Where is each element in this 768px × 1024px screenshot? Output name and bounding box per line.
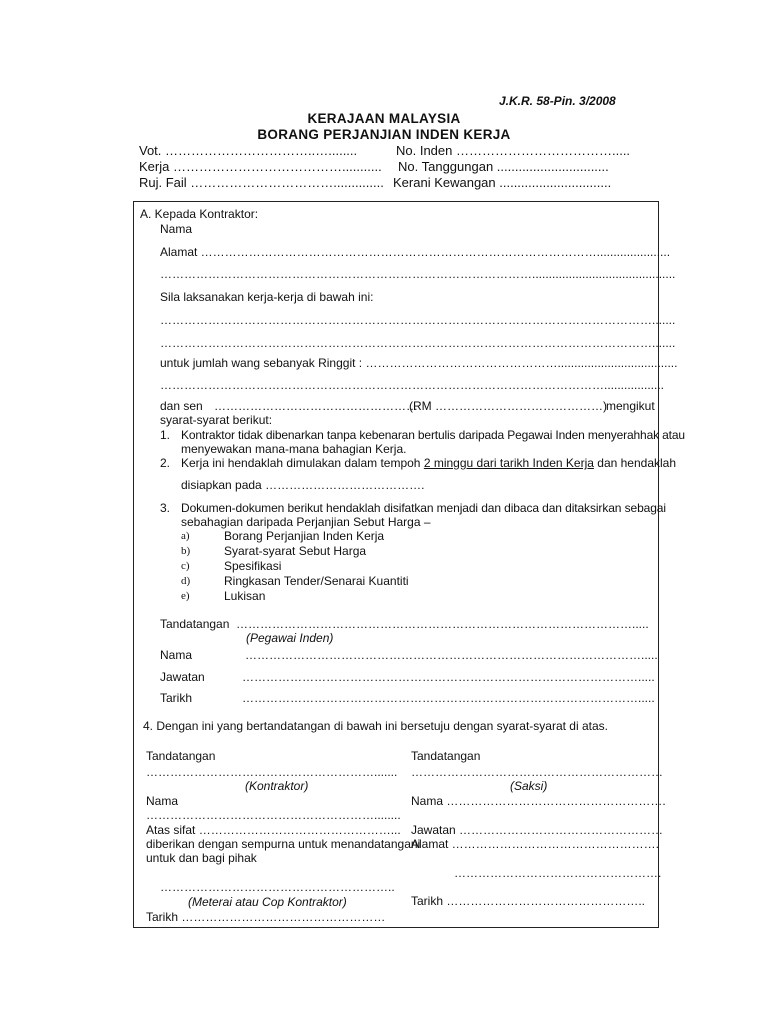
- contractor-signature-label: Tandatangan: [146, 749, 216, 763]
- form-reference: J.K.R. 58-Pin. 3/2008: [499, 94, 616, 108]
- condition-4-agreement: 4. Dengan ini yang bertandatangan di bawah ini bersetuju dengan syarat-syarat di atas.: [143, 719, 608, 733]
- sen-field[interactable]: ……………………………………………: [214, 399, 418, 413]
- doc-letter: c): [181, 560, 190, 572]
- doc-letter: d): [181, 575, 191, 587]
- officer-position-label: Jawatan: [160, 670, 205, 684]
- amount-ringgit-line2[interactable]: …………………………………………………………………………………………………..................: [160, 378, 665, 392]
- condition-1-text-cont: menyewakan mana-mana bahagian Kerja.: [181, 442, 407, 456]
- contractor-name-field[interactable]: Nama: [160, 222, 193, 236]
- mengikut-label: mengikut: [606, 399, 655, 413]
- on-behalf-field[interactable]: …………………………………………………..: [160, 880, 395, 894]
- condition-2-tail: dan hendaklah: [597, 456, 677, 470]
- doc-letter: b): [181, 545, 191, 557]
- contractor-name-label: Nama: [146, 794, 179, 808]
- condition-2-text: [181, 456, 676, 470]
- vot-field[interactable]: Vot. ……………………………..…........: [139, 143, 358, 158]
- section-a-heading: A. Kepada Kontraktor:: [140, 207, 259, 221]
- doc-item: Lukisan: [224, 589, 266, 603]
- witness-signature-label: Tandatangan: [411, 749, 481, 763]
- officer-position-field[interactable]: ……………………………………………………………………………………….....: [242, 670, 655, 684]
- form-title: BORANG PERJANJIAN INDEN KERJA: [257, 127, 511, 142]
- officer-signature-field[interactable]: ……………………………………………………………………………………….....: [236, 617, 649, 631]
- officer-name-label: Nama: [160, 648, 193, 662]
- witness-date-field[interactable]: Tarikh …………………………………………..: [411, 894, 646, 908]
- kerani-kewangan-field[interactable]: Kerani Kewangan ...............................: [393, 175, 612, 190]
- kerja-field[interactable]: Kerja …………………………………...........: [139, 159, 382, 174]
- doc-letter: e): [181, 590, 190, 602]
- condition-2-number: 2.: [160, 456, 171, 470]
- condition-2-lead: Kerja ini hendaklah dimulakan dalam tempoh: [181, 456, 421, 470]
- authorization-text-cont: untuk dan bagi pihak: [146, 851, 257, 865]
- sen-label: dan sen: [160, 399, 203, 413]
- works-line-2[interactable]: …………………………………………………………………………………………………………….......: [160, 336, 676, 350]
- works-line-1[interactable]: …………………………………………………………………………………………………………….......: [160, 313, 676, 327]
- no-tanggungan-field[interactable]: No. Tanggungan ...............................: [398, 159, 609, 174]
- witness-address-line2[interactable]: …………………………………………….: [454, 866, 662, 880]
- officer-name-field[interactable]: ……………………………………………………………………………………….....: [245, 648, 658, 662]
- contractor-caption: (Kontraktor): [245, 779, 309, 793]
- contractor-address-line2[interactable]: …………………………………………………………………………………...........................................: [160, 267, 676, 281]
- contractor-address-field[interactable]: Alamat ………………………………………………………………………………………......................: [160, 245, 671, 259]
- witness-position-field[interactable]: Jawatan ……………………………………………: [411, 823, 664, 837]
- condition-3-number: 3.: [160, 501, 171, 515]
- doc-item: Spesifikasi: [224, 559, 282, 573]
- condition-1-number: 1.: [160, 428, 171, 442]
- doc-letter: a): [181, 530, 190, 542]
- condition-3-text-cont: sebahagian daripada Perjanjian Sebut Harga –: [181, 515, 431, 529]
- capacity-field[interactable]: Atas sifat …………………………………………...: [146, 823, 401, 837]
- completion-date-field[interactable]: disiapkan pada ………………………………….: [181, 478, 425, 492]
- witness-signature-field[interactable]: ………………………………………………………: [411, 765, 663, 779]
- ruj-fail-field[interactable]: Ruj. Fail ……………………………..............: [139, 175, 384, 190]
- contractor-date-field[interactable]: Tarikh ……………………………………………: [146, 910, 386, 924]
- contractor-signature-field[interactable]: ………………………………………………….......: [146, 765, 398, 779]
- authorization-text: diberikan dengan sempurna untuk menandatangani: [146, 837, 421, 851]
- doc-item: Syarat-syarat Sebut Harga: [224, 544, 367, 558]
- doc-item: Ringkasan Tender/Senarai Kuantiti: [224, 574, 409, 588]
- works-instruction: Sila laksanakan kerja-kerja di bawah ini:: [160, 290, 374, 304]
- officer-date-label: Tarikh: [160, 691, 193, 705]
- no-inden-field[interactable]: No. Inden ……………………………….....: [396, 143, 631, 158]
- officer-role-caption: (Pegawai Inden): [246, 631, 334, 645]
- condition-2-period: 2 minggu dari tarikh Inden Kerja: [423, 456, 594, 470]
- form-title-government: KERAJAAN MALAYSIA: [307, 111, 461, 126]
- rm-field[interactable]: (RM ……………………………………): [409, 399, 607, 413]
- officer-signature-label: Tandatangan: [160, 617, 230, 631]
- contractor-signer-name-field[interactable]: …………………………………………………........: [146, 808, 401, 822]
- witness-address-field[interactable]: Alamat …………………………………………….: [411, 837, 660, 851]
- conditions-label: syarat-syarat berikut:: [160, 413, 273, 427]
- witness-caption: (Saksi): [510, 779, 548, 793]
- condition-3-text: Dokumen-dokumen berikut hendaklah disifatkan menjadi dan dibaca dan ditaksirkan sebagai: [181, 501, 666, 515]
- witness-name-field[interactable]: Nama ……………………………………………….: [411, 794, 666, 808]
- doc-item: Borang Perjanjian Inden Kerja: [224, 529, 385, 543]
- seal-caption: (Meterai atau Cop Kontraktor): [188, 895, 347, 909]
- officer-date-field[interactable]: ……………………………………………………………………………………….....: [242, 691, 655, 705]
- amount-ringgit-field[interactable]: untuk jumlah wang sebanyak Ringgit : …………………………………………....................................: [160, 356, 678, 370]
- condition-1-text: Kontraktor tidak dibenarkan tanpa kebenaran bertulis daripada Pegawai Inden menyerahhak atau: [181, 428, 685, 442]
